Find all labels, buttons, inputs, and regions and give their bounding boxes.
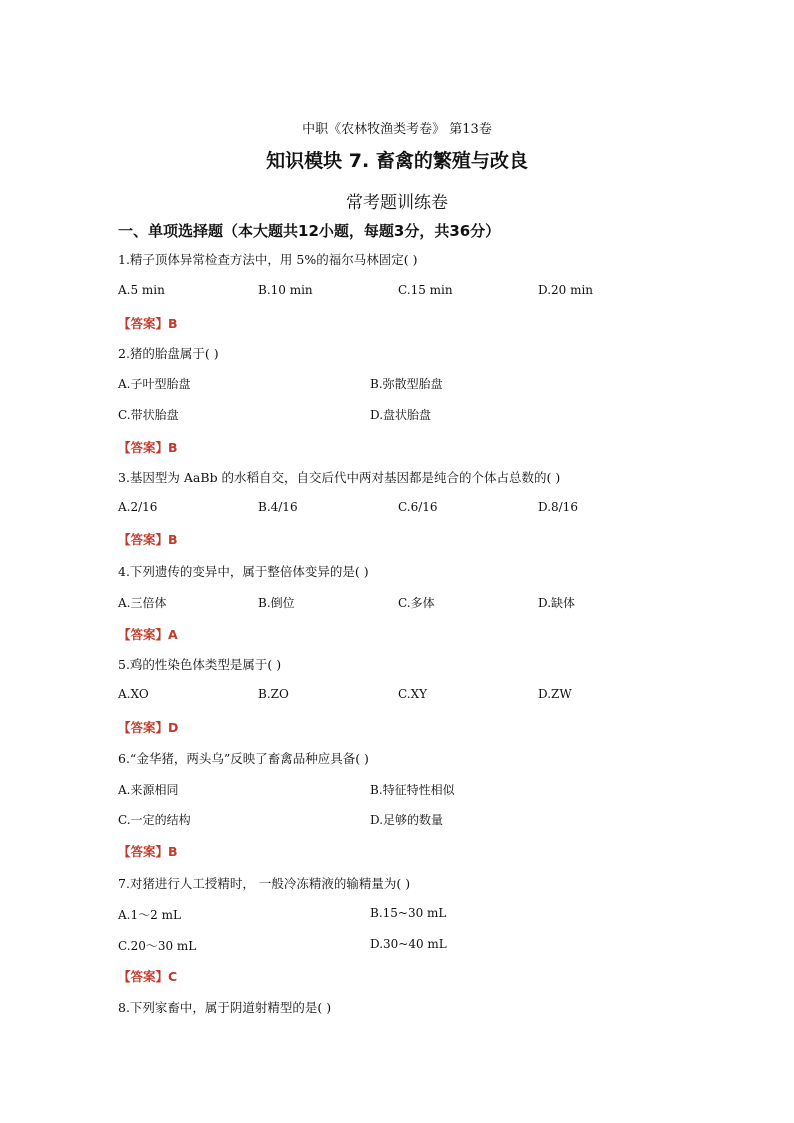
question-3: 3.基因型为 AaBb 的水稻自交，自交后代中两对基因都是纯合的个体占总数的( ) [118, 470, 561, 485]
answer-label: 【答案】 [118, 440, 169, 455]
question-1: 1.精子顶体异常检查方法中，用 5%的福尔马林固定( ) [118, 252, 418, 267]
answer-value: B [168, 316, 178, 331]
exam-subtitle: 中职《农林牧渔类考卷》 第13卷 [302, 122, 492, 137]
option-5c: C.XY [398, 687, 428, 701]
option-3b: B.4/16 [258, 500, 298, 514]
question-8: 8.下列家畜中，属于阴道射精型的是( ) [118, 1000, 332, 1015]
answer-value: B [168, 440, 178, 455]
answer-value: D [168, 720, 179, 735]
answer-value: B [168, 844, 178, 859]
option-4d: D.缺体 [538, 596, 576, 610]
option-5b: B.ZO [258, 687, 289, 701]
question-4: 4.下列遗传的变异中，属于整倍体变异的是( ) [118, 564, 369, 579]
answer-label: 【答案】 [118, 720, 169, 735]
option-2d: D.盘状胎盘 [370, 408, 432, 422]
answer-value: A [168, 627, 178, 642]
option-7b: B.15~30 mL [370, 906, 447, 920]
option-4c: C.多体 [398, 596, 435, 610]
question-6: 6.“金华猪，两头乌”反映了畜禽品种应具备( ) [118, 751, 369, 766]
option-1a: A.5 min [118, 283, 165, 297]
option-7a: A.1～2 mL [118, 908, 181, 922]
section-heading: 一、单项选择题（本大题共12小题，每题3分，共36分） [118, 222, 501, 240]
answer-1 [118, 314, 178, 332]
answer-5 [118, 718, 178, 736]
question-7: 7.对猪进行人工授精时， 一般冷冻精液的输精量为( ) [118, 876, 411, 891]
option-1d: D.20 min [538, 283, 594, 297]
option-2b: B.弥散型胎盘 [370, 377, 443, 391]
answer-2 [118, 438, 178, 456]
question-2: 2.猪的胎盘属于( ) [118, 346, 219, 361]
option-1c: C.15 min [398, 283, 453, 297]
answer-value: C [168, 969, 178, 984]
exam-title: 知识模块 7. 畜禽的繁殖与改良 [266, 150, 528, 172]
option-1b: B.10 min [258, 283, 313, 297]
option-6c: C.一定的结构 [118, 813, 191, 827]
option-5d: D.ZW [538, 687, 572, 701]
option-3d: D.8/16 [538, 500, 578, 514]
exam-subtitle-2: 常考题训练卷 [346, 193, 448, 213]
answer-label: 【答案】 [118, 844, 169, 859]
option-3a: A.2/16 [118, 500, 158, 514]
answer-4 [118, 625, 178, 643]
option-6b: B.特征特性相似 [370, 783, 455, 797]
answer-label: 【答案】 [118, 532, 169, 547]
answer-label: 【答案】 [118, 627, 169, 642]
question-5: 5.鸡的性染色体类型是属于( ) [118, 657, 282, 672]
option-7c: C.20～30 mL [118, 939, 197, 953]
option-6d: D.足够的数量 [370, 813, 444, 827]
option-5a: A.XO [118, 687, 149, 701]
option-3c: C.6/16 [398, 500, 438, 514]
option-4a: A.三倍体 [118, 596, 167, 610]
option-2a: A.子叶型胎盘 [118, 377, 191, 391]
option-7d: D.30~40 mL [370, 937, 447, 951]
answer-6 [118, 842, 178, 860]
answer-3 [118, 530, 178, 548]
option-4b: B.倒位 [258, 596, 295, 610]
option-6a: A.来源相同 [118, 783, 179, 797]
answer-7 [118, 967, 177, 985]
option-2c: C.带状胎盘 [118, 408, 179, 422]
answer-value: B [168, 532, 178, 547]
answer-label: 【答案】 [118, 316, 169, 331]
answer-label: 【答案】 [118, 969, 169, 984]
